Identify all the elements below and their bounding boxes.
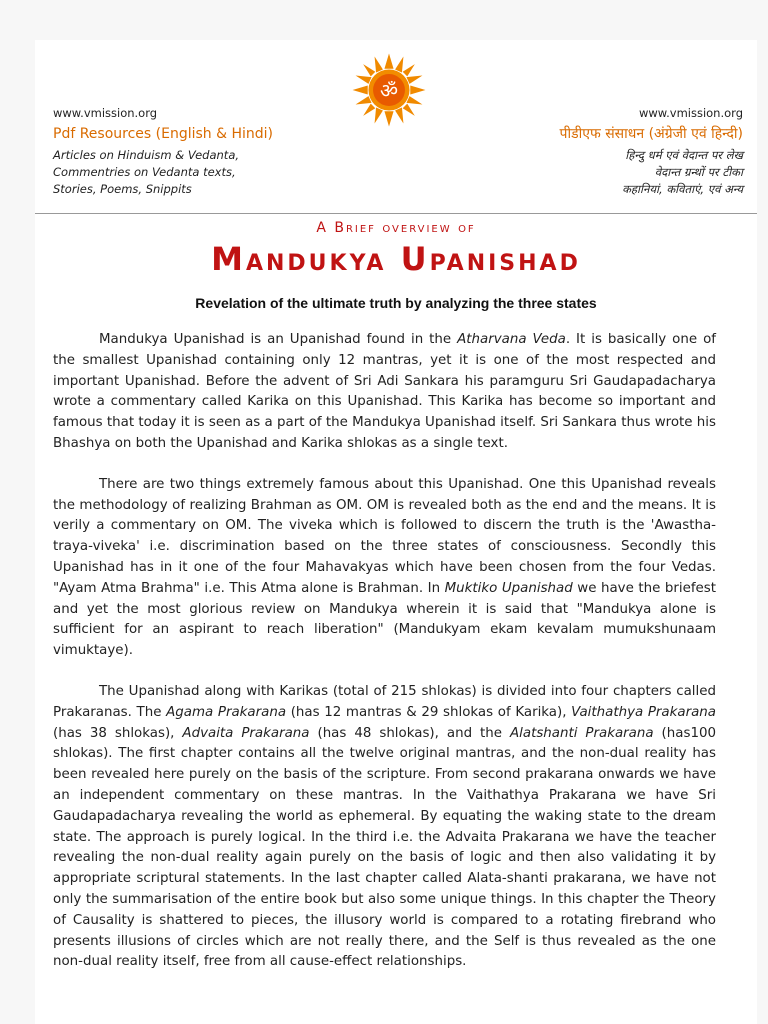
description-left <box>53 147 353 198</box>
site-url-left[interactable]: www.vmission.org <box>53 106 158 120</box>
header-right <box>423 105 743 198</box>
description-right <box>423 147 743 198</box>
svg-text:ॐ: ॐ <box>379 79 399 103</box>
desc-line: Stories, Poems, Snippits <box>53 182 192 196</box>
site-url-right[interactable]: www.vmission.org <box>638 106 743 120</box>
desc-line: कहानियां, कविताएं, एवं अन्य <box>622 182 743 196</box>
header-divider <box>35 213 757 214</box>
desc-line: Articles on Hinduism & Vedanta, <box>53 148 240 162</box>
om-sun-logo-icon <box>351 52 427 128</box>
pdf-resources-left: Pdf Resources (English & Hindi) <box>53 126 274 142</box>
document-page <box>35 40 757 1024</box>
body-text <box>53 330 716 993</box>
paragraph-2: There are two things extremely famous about this Upanishad. One this Upanishad reveals the methodology of realizing Brahman as OM. OM is revealed both as the end and the means. It is verily a commentary on OM. The viveka which is followed to discern the truth is the 'Awastha-traya-viveka' i.e. discrimination based on the three states of consciousness. Secondly this Upanishad has in it one of the four Mahavakyas which have been chosen from the four Vedas. "Ayam Atma Brahma" i.e. This Atma alone is Brahman. In Muktiko Upanishad we have the briefest and yet the most glorious review on Mandukya wherein it is said that "Mandukya alone is sufficient for an aspirant to reach liberation" (Mandukyam ekam kevalam mumukshunaam vimuktaye). <box>53 476 716 659</box>
header-left <box>53 105 353 198</box>
overview-heading: A Brief overview of <box>316 220 476 236</box>
tagline: Revelation of the ultimate truth by analyzing the three states <box>195 295 597 311</box>
pdf-resources-right: पीडीएफ संसाधन (अंग्रेजी एवं हिन्दी) <box>559 126 743 142</box>
paragraph-3: The Upanishad along with Karikas (total of 215 shlokas) is divided into four chapters called Prakaranas. The Agama Prakarana (has 12 mantras & 29 shlokas of Karika), Vaithathya Prakarana (has 38 shlokas), Advaita Prakarana (has 48 shlokas), and the Alatshanti Prakarana (has100 shlokas). The first chapter contains all the twelve original mantras, and the non-dual reality has been revealed here purely on the basis of the scripture. From second prakarana onwards we have an independent commentary on these mantras. In the Vaithathya Prakarana we have Sri Gaudapadacharya revealing the world as ephemeral. By equating the waking state to the dream state. The approach is purely logical. In the third i.e. the Advaita Prakarana we have the teacher revealing the non-dual reality again purely on the basis of logic and then also validating it by appropriate scriptural statements. In the last chapter called Alata-shanti prakarana, we have not only the summarisation of the entire book but also some unique things. In this chapter the Theory of Causality is shattered to pieces, the illusory world is compared to a rotating firebrand who presents illusions of circles which are not really there, and the Self is thus revealed as the one non-dual reality itself, free from all cause-effect relationships. <box>53 683 717 970</box>
paragraph-1: Mandukya Upanishad is an Upanishad found in the Atharvana Veda. It is basically one of the smallest Upanishad containing only 12 mantras, yet it is one of the most respected and important Upanishad. Before the advent of Sri Adi Sankara his paramguru Sri Gaudapadacharya wrote a commentary called Karika on this Upanishad. This Karika has become so important and famous that today it is seen as a part of the Mandukya Upanishad itself. Sri Sankara thus wrote his Bhashya on both the Upanishad and Karika shlokas as a single text. <box>53 332 716 451</box>
desc-line: हिन्दु धर्म एवं वेदान्त पर लेख <box>625 148 743 162</box>
desc-line: Commentries on Vedanta texts, <box>53 165 236 179</box>
desc-line: वेदान्त ग्रन्थों पर टीका <box>654 165 743 179</box>
page-title: Mandukya Upanishad <box>211 240 581 278</box>
